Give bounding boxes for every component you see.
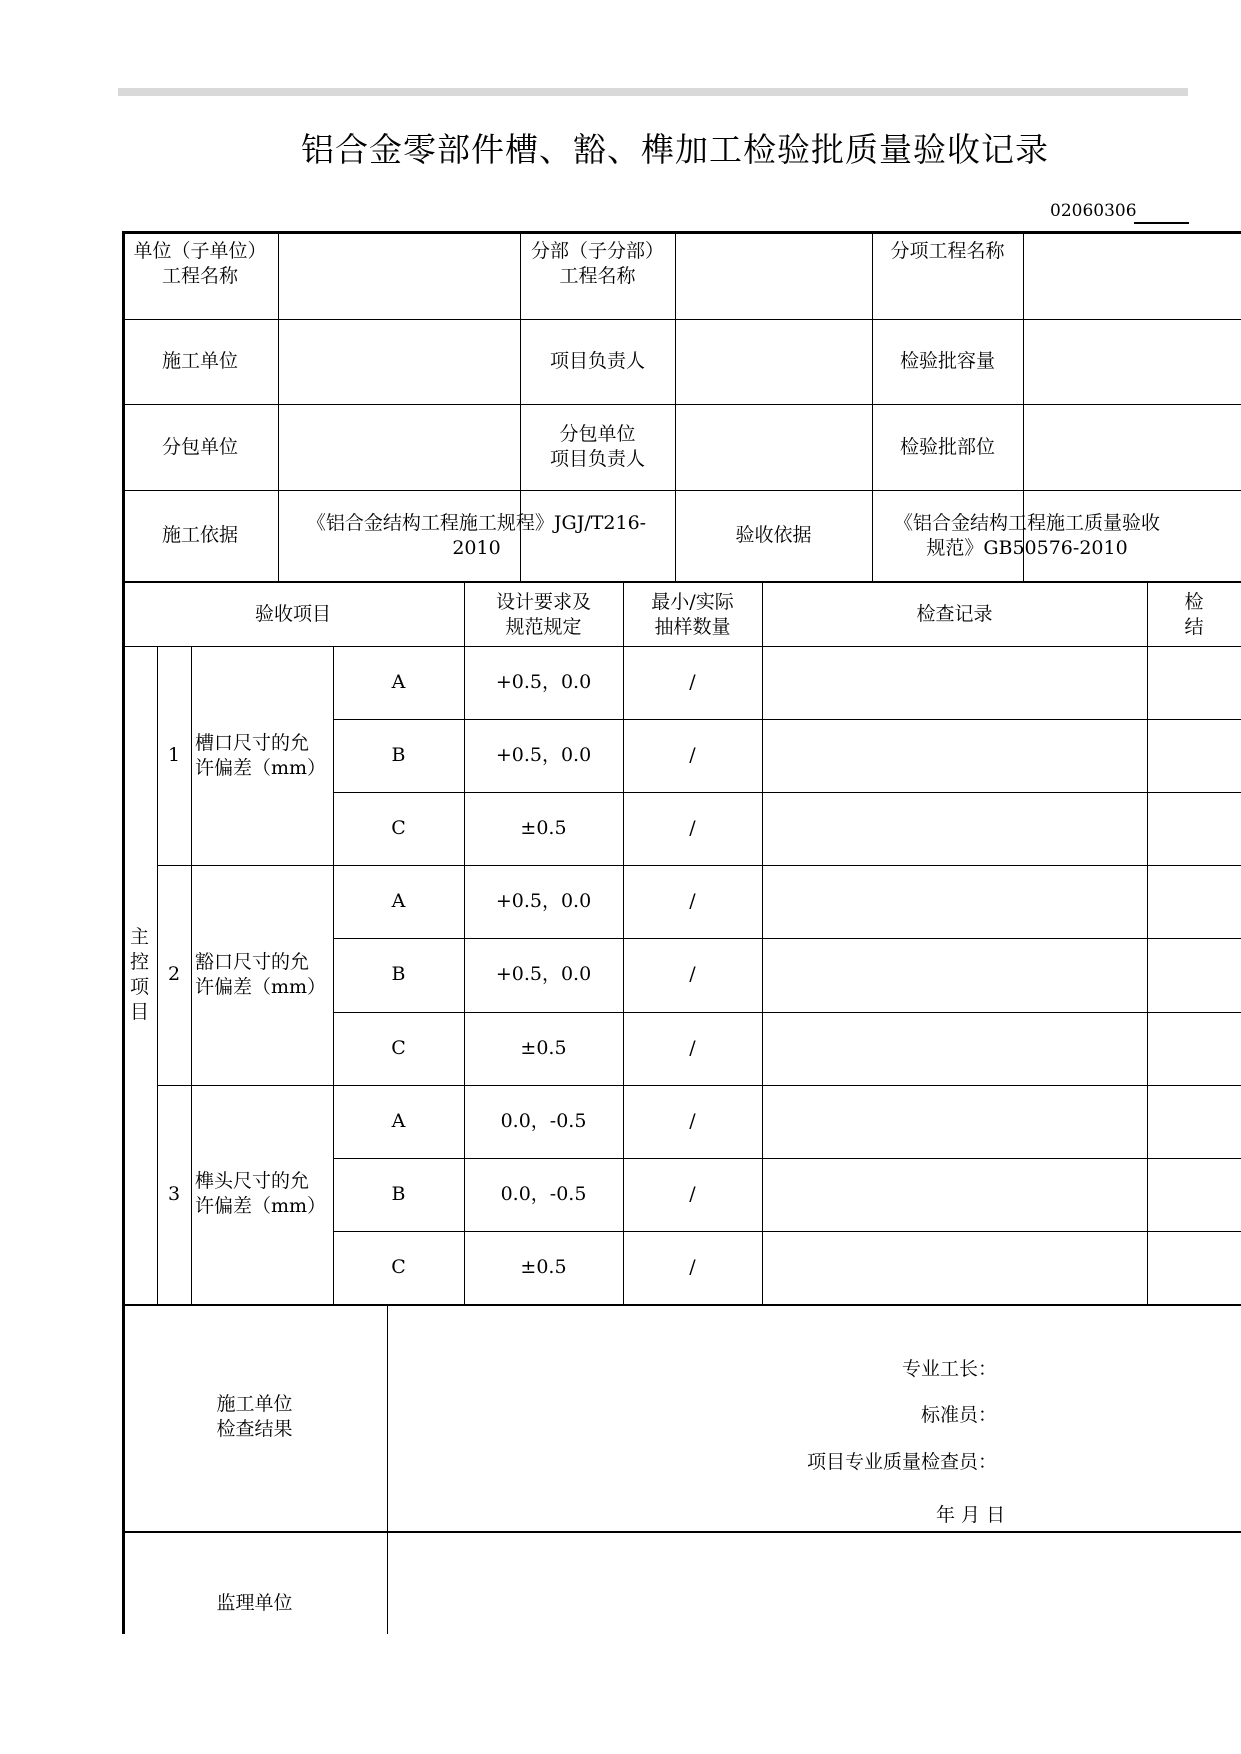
check-result-field[interactable] <box>1147 1012 1241 1085</box>
sample-count-value: / <box>689 744 696 767</box>
design-spec-value: +0.5，0.0 <box>495 671 592 694</box>
top-rule <box>118 88 1188 96</box>
grade-label: B <box>391 744 406 767</box>
design-spec-value: ±0.5 <box>520 1036 567 1059</box>
grade-label: B <box>391 963 406 986</box>
check-result-field[interactable] <box>1147 1158 1241 1231</box>
sample-count-value: / <box>689 817 696 840</box>
header-label: 检验批部位 <box>899 435 995 458</box>
grade-label: A <box>391 1109 406 1132</box>
inspection-form-table <box>122 231 1241 1634</box>
sample-count-value: / <box>689 671 696 694</box>
header-label: 分项工程名称 <box>890 240 1005 262</box>
grade-label: B <box>391 1182 406 1205</box>
date-label: 年 月 日 <box>936 1504 1006 1526</box>
design-spec-value: ±0.5 <box>520 817 567 840</box>
header-label: 项目负责人 <box>549 350 645 372</box>
header-value-field[interactable] <box>1023 319 1241 404</box>
header-label: 分包单位 <box>161 435 238 458</box>
construction-basis-label: 施工依据 <box>161 524 238 546</box>
check-result-field[interactable] <box>1147 1085 1241 1158</box>
design-spec-value: +0.5，0.0 <box>495 963 592 986</box>
check-result-field[interactable] <box>1147 1231 1241 1304</box>
check-result-field[interactable] <box>1147 719 1241 792</box>
column-header-result: 检 结 <box>1184 590 1204 638</box>
header-value-field[interactable] <box>278 231 520 319</box>
header-value-field[interactable] <box>278 319 520 404</box>
design-spec-value: +0.5，0.0 <box>495 744 592 767</box>
sample-count-value: / <box>689 1109 696 1132</box>
check-record-field[interactable] <box>762 865 1147 938</box>
item-number: 1 <box>167 744 181 767</box>
construction-check-field[interactable] <box>387 1304 1241 1531</box>
construction-check-label: 施工单位 检查结果 <box>216 1393 293 1441</box>
grid-line-vertical <box>387 1304 388 1634</box>
column-header-item: 验收项目 <box>254 603 331 625</box>
header-label: 施工单位 <box>161 350 238 372</box>
check-record-field[interactable] <box>762 792 1147 865</box>
check-record-field[interactable] <box>762 646 1147 719</box>
design-spec-value: +0.5，0.0 <box>495 890 592 913</box>
check-record-field[interactable] <box>762 1012 1147 1085</box>
design-spec-value: ±0.5 <box>520 1255 567 1278</box>
item-name: 槽口尺寸的允 许偏差（mm） <box>195 731 327 779</box>
design-spec-value: 0.0，-0.5 <box>500 1182 587 1205</box>
check-record-field[interactable] <box>762 719 1147 792</box>
quality-inspector-signature-label: 项目专业质量检查员： <box>806 1451 997 1473</box>
acceptance-basis-value: 《铝合金结构工程施工质量验收 规范》GB50576-2010 <box>893 511 1160 559</box>
item-name: 豁口尺寸的允 许偏差（mm） <box>195 950 327 998</box>
header-label: 检验批容量 <box>899 350 995 372</box>
check-result-field[interactable] <box>1147 938 1241 1011</box>
grade-label: C <box>391 817 406 840</box>
foreman-signature-label: 专业工长： <box>901 1358 997 1380</box>
check-record-field[interactable] <box>762 938 1147 1011</box>
header-value-field[interactable] <box>675 231 872 319</box>
header-value-field[interactable] <box>1023 404 1241 490</box>
sample-count-value: / <box>689 963 696 986</box>
check-record-field[interactable] <box>762 1231 1147 1304</box>
construction-basis-value: 《铝合金结构工程施工规程》JGJ/T216- 2010 <box>306 511 647 559</box>
code-underline <box>1134 222 1189 224</box>
acceptance-basis-label: 验收依据 <box>735 524 812 546</box>
sample-count-value: / <box>689 1182 696 1205</box>
check-result-field[interactable] <box>1147 865 1241 938</box>
page-title: 铝合金零部件槽、豁、榫加工检验批质量验收记录 <box>301 130 1049 169</box>
grade-label: C <box>391 1255 406 1278</box>
item-number: 2 <box>167 963 181 986</box>
column-header-design: 设计要求及 规范规定 <box>495 590 591 638</box>
grade-label: A <box>391 890 406 913</box>
header-value-field[interactable] <box>278 404 520 490</box>
sample-count-value: / <box>689 1036 696 1059</box>
column-header-record: 检查记录 <box>916 603 993 625</box>
header-label: 分部（子分部） 工程名称 <box>530 240 664 287</box>
grade-label: A <box>391 671 406 694</box>
header-label: 分包单位 项目负责人 <box>549 423 645 470</box>
header-value-field[interactable] <box>675 319 872 404</box>
supervision-field[interactable] <box>387 1531 1241 1634</box>
column-header-sample: 最小/实际 抽样数量 <box>651 590 734 638</box>
supervision-label: 监理单位 <box>216 1592 293 1614</box>
grade-label: C <box>391 1036 406 1059</box>
check-result-field[interactable] <box>1147 792 1241 865</box>
main-control-label: 主 控 项 目 <box>129 925 149 1023</box>
header-label: 单位（子单位） 工程名称 <box>133 240 267 287</box>
record-code: 02060306 <box>1050 201 1137 221</box>
sample-count-value: / <box>689 890 696 913</box>
item-name: 榫头尺寸的允 许偏差（mm） <box>195 1170 327 1218</box>
design-spec-value: 0.0，-0.5 <box>500 1109 587 1132</box>
check-record-field[interactable] <box>762 1085 1147 1158</box>
standard-officer-signature-label: 标准员： <box>920 1404 997 1426</box>
header-value-field[interactable] <box>1023 231 1241 319</box>
sample-count-value: / <box>689 1255 696 1278</box>
check-record-field[interactable] <box>762 1158 1147 1231</box>
item-number: 3 <box>167 1182 181 1205</box>
header-value-field[interactable] <box>675 404 872 490</box>
check-result-field[interactable] <box>1147 646 1241 719</box>
